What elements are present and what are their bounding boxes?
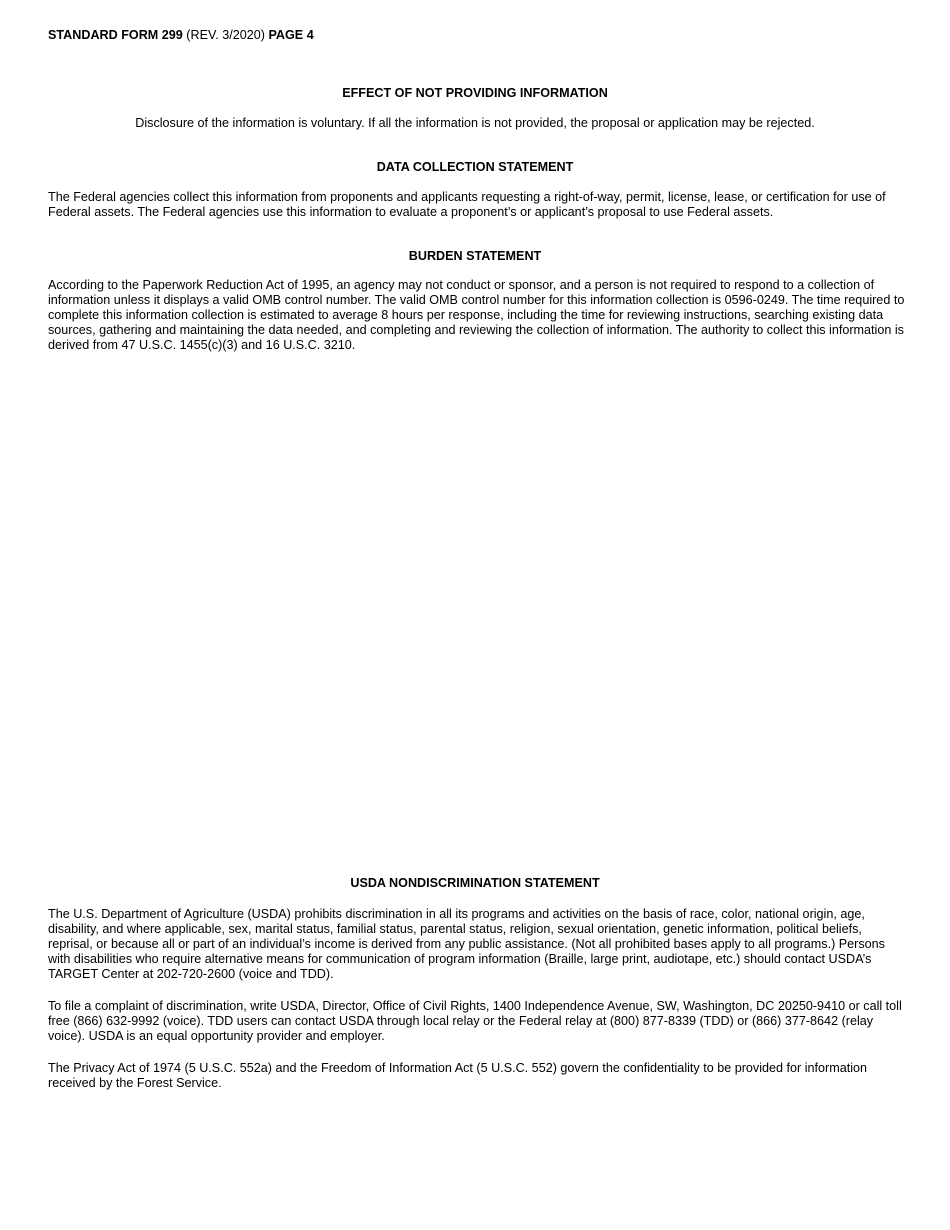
effect-body: Disclosure of the information is voluntary. If all the information is not provided, the proposal or application may be rejected. [135,116,815,130]
page-number: PAGE 4 [268,28,314,42]
privacy-act-para: The Privacy Act of 1974 (5 U.S.C. 552a) and the Freedom of Information Act (5 U.S.C. 552) govern the confidentiality to be provided for information received by the Forest Service. [48,1061,868,1090]
nondiscrimination-para-2: To file a complaint of discrimination, write USDA, Director, Office of Civil Rights, 1400 Independence Avenue, SW, Washington, DC 20250-9410 or call toll free (866) 632-9992 (voice). TDD users can contact USDA through local relay or the Federal relay at (800) 877-8339 (TDD) or (866) 377-8642 (relay voice). USDA is an equal opportunity provider and employer. [48,999,902,1043]
nondiscrimination-para-1: The U.S. Department of Agriculture (USDA) prohibits discrimination in all its programs and activities on the basis of race, color, national origin, age, disability, and where applicable, sex, marital status, familial status, parental status, religion, sexual orientation, genetic information, political beliefs, reprisal, or because all or part of an individual’s income is derived from any public assistance. (Not all prohibited bases apply to all programs.) Persons with disabilities who require alternative means for communication of program information (Braille, large print, audiotape, etc.) should contact USDA’s TARGET Center at 202-720-2600 (voice and TDD). [48,907,885,981]
effect-heading: EFFECT OF NOT PROVIDING INFORMATION [342,86,608,100]
form-revision: (REV. 3/2020) [182,28,269,42]
burden-heading: BURDEN STATEMENT [408,249,542,263]
nondiscrimination-heading: USDA NONDISCRIMINATION STATEMENT [350,876,600,890]
page-header [48,28,314,43]
burden-body: According to the Paperwork Reduction Act of 1995, an agency may not conduct or sponsor, and a person is not required to respond to a collection of information unless it displays a valid OMB control number. The valid OMB control number for this information collection is 0596-0249. The time required to complete this information collection is estimated to average 8 hours per response, including the time for reviewing instructions, searching existing data sources, gathering and maintaining the data needed, and completing and reviewing the collection of information. The authority to collect this information is derived from 47 U.S.C. 1455(c)(3) and 16 U.S.C. 3210. [48,278,905,352]
form-name: STANDARD FORM 299 [48,28,183,42]
data-collection-heading: DATA COLLECTION STATEMENT [376,160,574,174]
data-collection-body: The Federal agencies collect this information from proponents and applicants requesting a right-of-way, permit, license, lease, or certification for use of Federal assets. The Federal agencies use this information to evaluate a proponent’s or applicant’s proposal to use Federal assets. [48,190,886,219]
